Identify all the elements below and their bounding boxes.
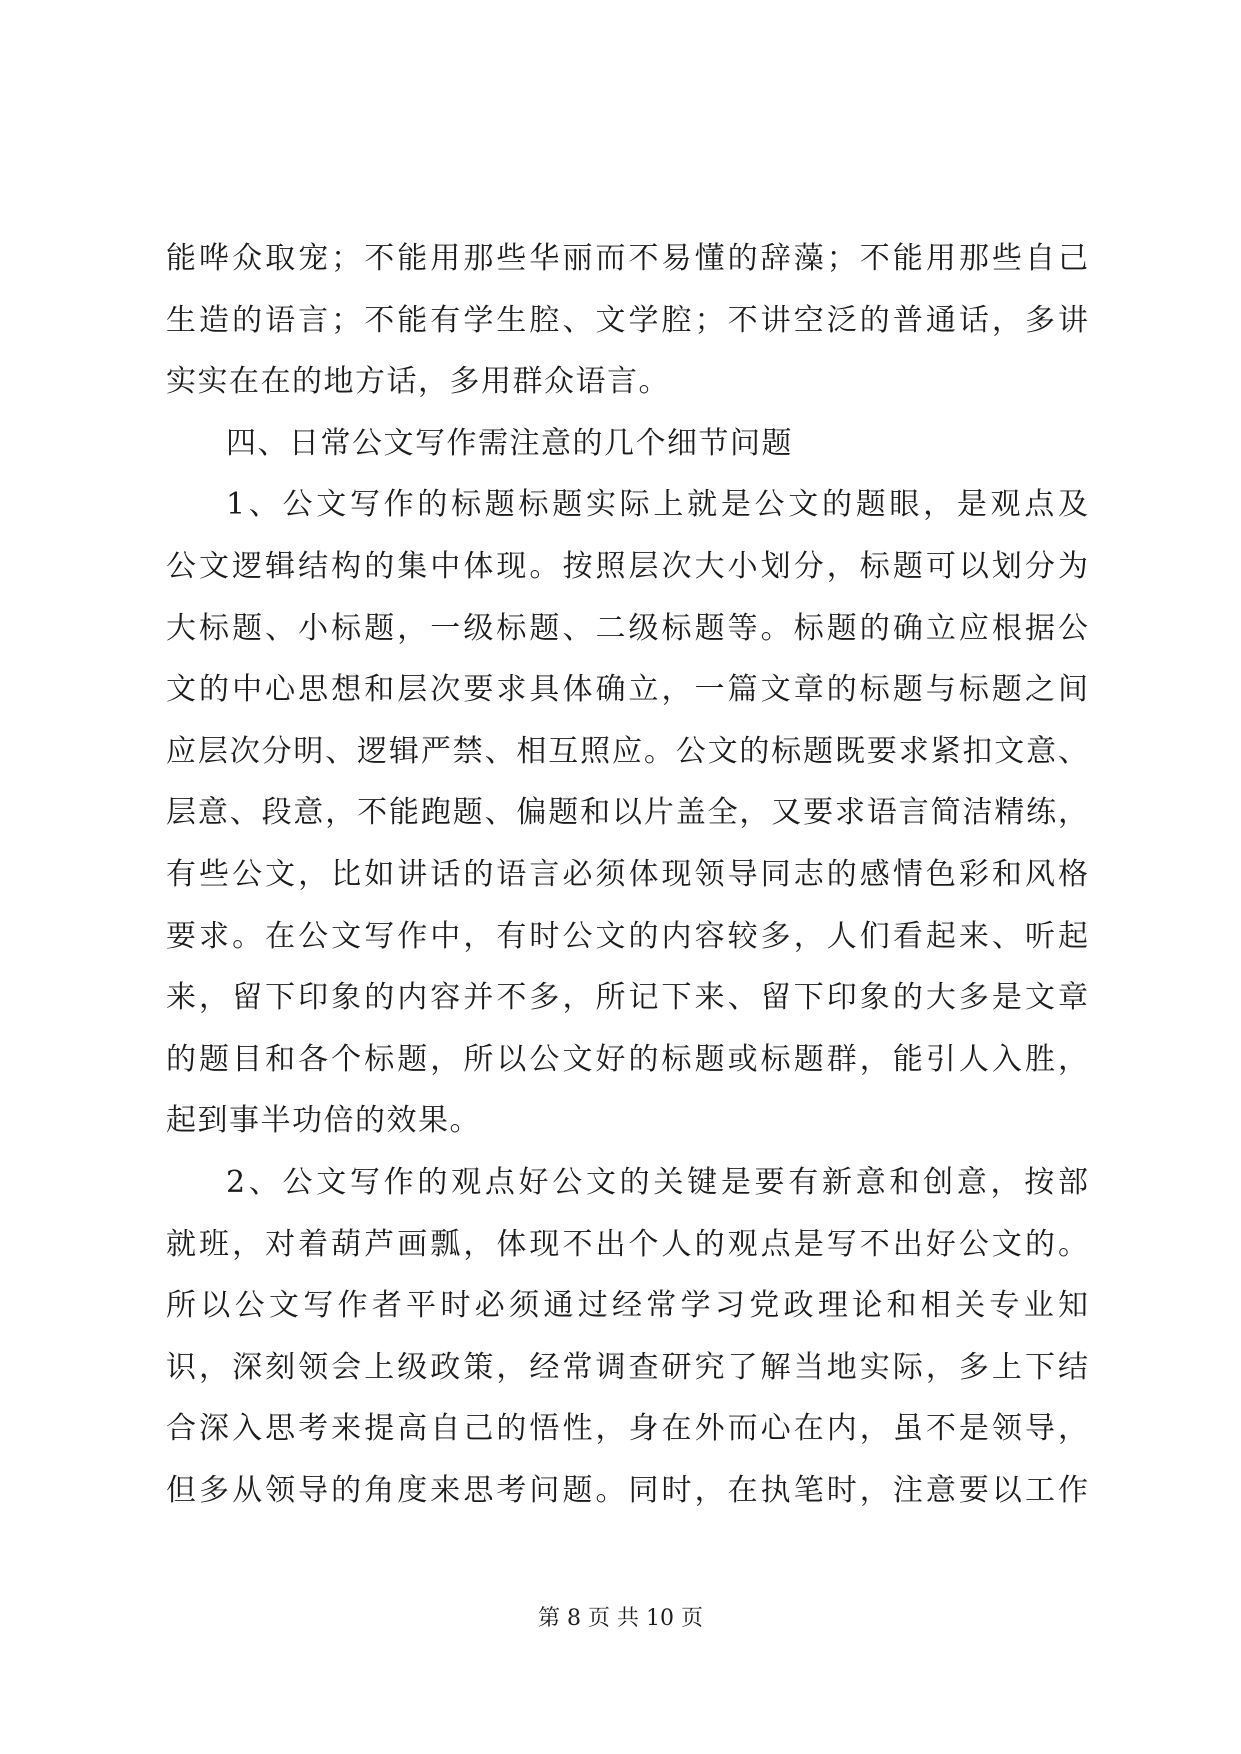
- text-line: 生造的语言；不能有学生腔、文学腔；不讲空泛的普通话，多讲: [166, 302, 1088, 338]
- text-line: 但多从领导的角度来思考问题。同时，在执笔时，注意要以工作: [166, 1472, 1088, 1508]
- text-line: 来，留下印象的内容并不多，所记下来、留下印象的大多是文章: [166, 980, 1088, 1016]
- text-line: 识，深刻领会上级政策，经常调查研究了解当地实际，多上下结: [166, 1349, 1088, 1385]
- text-line: 起到事半功倍的效果。: [166, 1103, 481, 1139]
- document-body: [166, 228, 1088, 1521]
- text-line: 大标题、小标题，一级标题、二级标题等。标题的确立应根据公: [166, 610, 1088, 646]
- text-line: 所以公文写作者平时必须通过经常学习党政理论和相关专业知: [166, 1288, 1088, 1324]
- text-line: 有些公文，比如讲话的语言必须体现领导同志的感情色彩和风格: [166, 856, 1088, 892]
- page-footer: 第 8 页 共 10 页: [538, 1606, 703, 1631]
- text-line: 要求。在公文写作中，有时公文的内容较多，人们看起来、听起: [166, 918, 1088, 954]
- text-line: 层意、段意，不能跑题、偏题和以片盖全，又要求语言简洁精练，: [166, 795, 1088, 831]
- text-line: 应层次分明、逻辑严禁、相互照应。公文的标题既要求紧扣文意、: [166, 733, 1088, 769]
- text-line: 就班，对着葫芦画瓢，体现不出个人的观点是写不出好公文的。: [166, 1226, 1088, 1262]
- paragraph-first-line: 1、公文写作的标题标题实际上就是公文的题眼，是观点及: [226, 487, 1088, 523]
- text-line: 能哗众取宠；不能用那些华丽而不易懂的辞藻；不能用那些自己: [166, 241, 1088, 276]
- text-line: 实实在在的地方话，多用群众语言。: [166, 364, 670, 400]
- paragraph-first-line: 四、日常公文写作需注意的几个细节问题: [226, 425, 793, 461]
- text-line: 文的中心思想和层次要求具体确立，一篇文章的标题与标题之间: [166, 672, 1088, 708]
- paragraph-first-line: 2、公文写作的观点好公文的关键是要有新意和创意，按部: [226, 1164, 1088, 1200]
- text-line: 公文逻辑结构的集中体现。按照层次大小划分，标题可以划分为: [166, 548, 1088, 584]
- text-line: 合深入思考来提高自己的悟性，身在外而心在内，虽不是领导，: [166, 1411, 1088, 1447]
- text-line: 的题目和各个标题，所以公文好的标题或标题群，能引人入胜，: [166, 1041, 1088, 1077]
